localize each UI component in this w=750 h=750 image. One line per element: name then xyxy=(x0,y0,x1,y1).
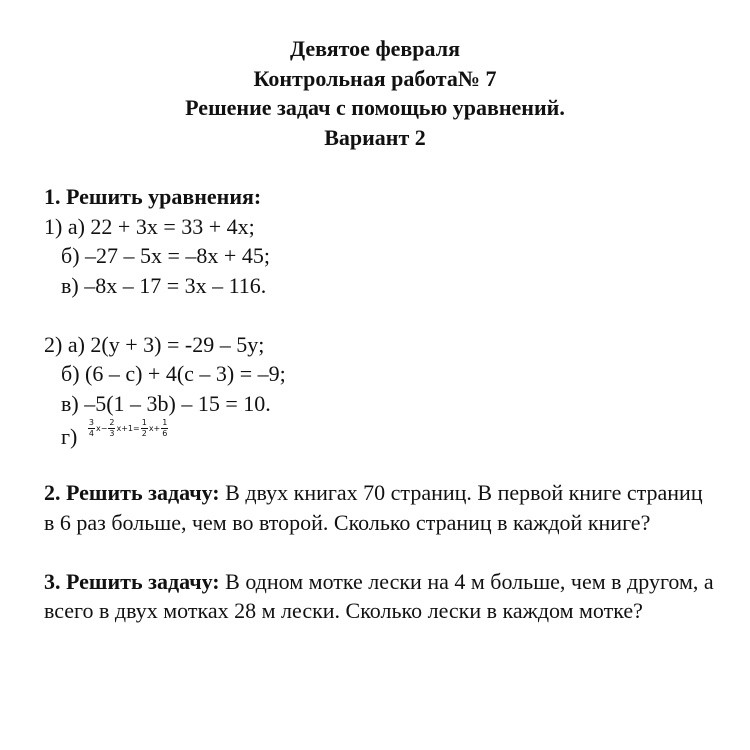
equation-2c: в) –5(1 – 3b) – 15 = 10. xyxy=(61,390,271,416)
fraction-4: $\frac{1}{6}$ xyxy=(162,418,168,439)
worksheet-header xyxy=(0,34,750,152)
equation-2b: б) (6 – c) + 4(c – 3) = –9; xyxy=(61,361,286,386)
task2-text: В двух книгах 70 страниц. В первой книге страниц в 6 раз больше, чем во второй. Сколько страниц в каждой книге? xyxy=(44,480,703,535)
topic-heading: Решение задач с помощью уравнений. xyxy=(185,95,565,120)
equation-1c: в) –8x – 17 = 3x – 116. xyxy=(61,272,267,298)
worksheet-content xyxy=(44,182,714,626)
task1-heading: 1. Решить уравнения: xyxy=(44,184,262,209)
equation-1b: б) –27 – 5x = –8x + 45; xyxy=(61,243,270,268)
fraction-2: $\frac{2}{3}$ xyxy=(109,418,115,439)
spacer xyxy=(44,456,714,478)
equation-2a: 2) а) 2(y + 3) = -29 – 5y; xyxy=(44,331,265,357)
date-heading: Девятое февраля xyxy=(290,36,460,61)
spacer xyxy=(44,300,714,330)
task3-paragraph xyxy=(44,567,714,626)
equation-2d-label: г) xyxy=(61,424,78,449)
task2-paragraph xyxy=(44,478,714,537)
equation-2d xyxy=(44,418,714,456)
task2-label: 2. Решить задачу: xyxy=(44,480,220,505)
fraction-1: $\frac{3}{4}$ xyxy=(88,418,94,439)
test-title: Контрольная работа№ 7 xyxy=(253,65,497,91)
task3-label: 3. Решить задачу: xyxy=(44,568,220,594)
fraction-3: $\frac{1}{2}$ xyxy=(141,418,147,439)
spacer xyxy=(44,537,714,567)
fraction-equation: $\frac{3}{4}$ x− $\frac{2}{3}$ x+1= $\frac{1}{2}$ x+ $\frac{1}{6}$ xyxy=(88,418,168,439)
task3-text: В одном мотке лески на 4 м больше, чем в другом, а всего в двух мотках 28 м лески. Сколько лески в каждом мотке? xyxy=(44,568,714,623)
equation-1a: 1) а) 22 + 3x = 33 + 4x; xyxy=(44,213,255,239)
variant-heading: Вариант 2 xyxy=(324,124,426,150)
